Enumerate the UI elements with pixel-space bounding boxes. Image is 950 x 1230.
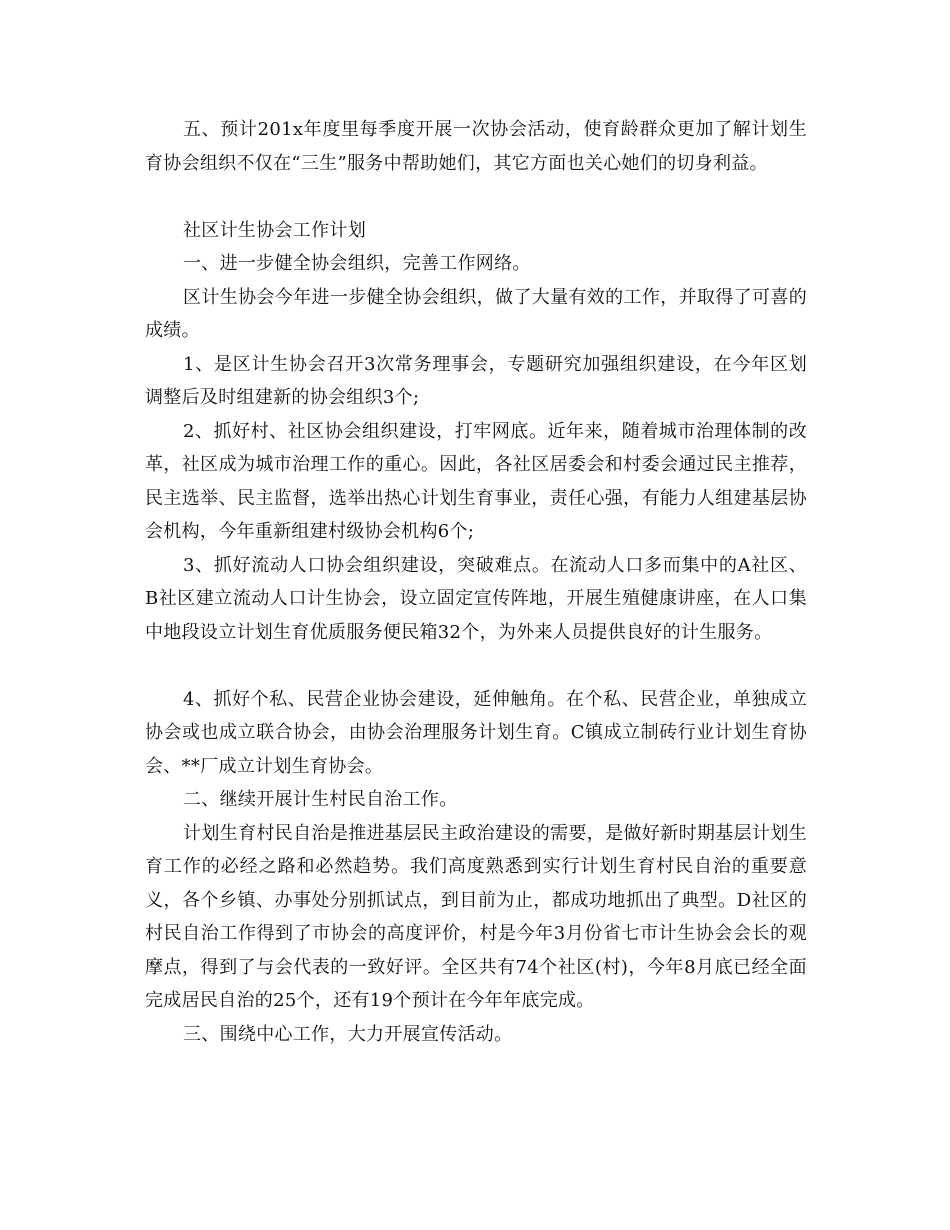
- section-title: 社区计生协会工作计划: [183, 219, 366, 241]
- paragraph-item-2: 2、抓好村、社区协会组织建设，打牢网底。近年来，随着城市治理体制的改革，社区成为城市治理工作的重心。因此，各社区居委会和村委会通过民主推荐，民主选举、民主监督，选举出热心计划生育事业，责任心强，有能力人组建基层协会机构，今年重新组建村级协会机构6个;: [145, 420, 807, 542]
- heading-two: 二、继续开展计生村民自治工作。: [183, 789, 458, 810]
- spacer: [145, 649, 807, 683]
- heading-one: 一、进一步健全协会组织，完善工作网络。: [183, 253, 531, 274]
- paragraph-item-4: 4、抓好个私、民营企业协会建设，延伸触角。在个私、民营企业，单独成立协会或也成立联合协会，由协会治理服务计划生育。C镇成立制砖行业计划生育协会、**厂成立计划生育协会。: [145, 688, 807, 777]
- document-page: [145, 113, 807, 1051]
- paragraph-item-five: 五、预计201x年度里每季度开展一次协会活动，使育龄群众更加了解计划生育协会组织不仅在“三生”服务中帮助她们，其它方面也关心她们的切身利益。: [145, 119, 807, 174]
- paragraph-item-3: 3、抓好流动人口协会组织建设，突破难点。在流动人口多而集中的A社区、B社区建立流动人口计生协会，设立固定宣传阵地，开展生殖健康讲座，在人口集中地段设立计划生育优质服务便民箱32个，为外来人员提供良好的计生服务。: [145, 554, 807, 643]
- paragraph-item-1: 1、是区计生协会召开3次常务理事会，专题研究加强组织建设，在今年区划调整后及时组建新的协会组织3个;: [145, 353, 807, 408]
- heading-three: 三、围绕中心工作，大力开展宣传活动。: [183, 1023, 513, 1045]
- spacer: [145, 180, 807, 214]
- paragraph-self-governance: 计划生育村民自治是推进基层民主政治建设的需要，是做好新时期基层计划生育工作的必经之路和必然趋势。我们高度熟悉到实行计划生育村民自治的重要意义，各个乡镇、办事处分别抓试点，到目前为止，都成功地抓出了典型。D社区的村民自治工作得到了市协会的高度评价，村是今年3月份省七市计生协会会长的观摩点，得到了与会代表的一致好评。全区共有74个社区(村)，今年8月底已经全面完成居民自治的25个，还有19个预计在今年年底完成。: [145, 822, 807, 1011]
- paragraph-intro: 区计生协会今年进一步健全协会组织，做了大量有效的工作，并取得了可喜的成绩。: [145, 286, 807, 341]
